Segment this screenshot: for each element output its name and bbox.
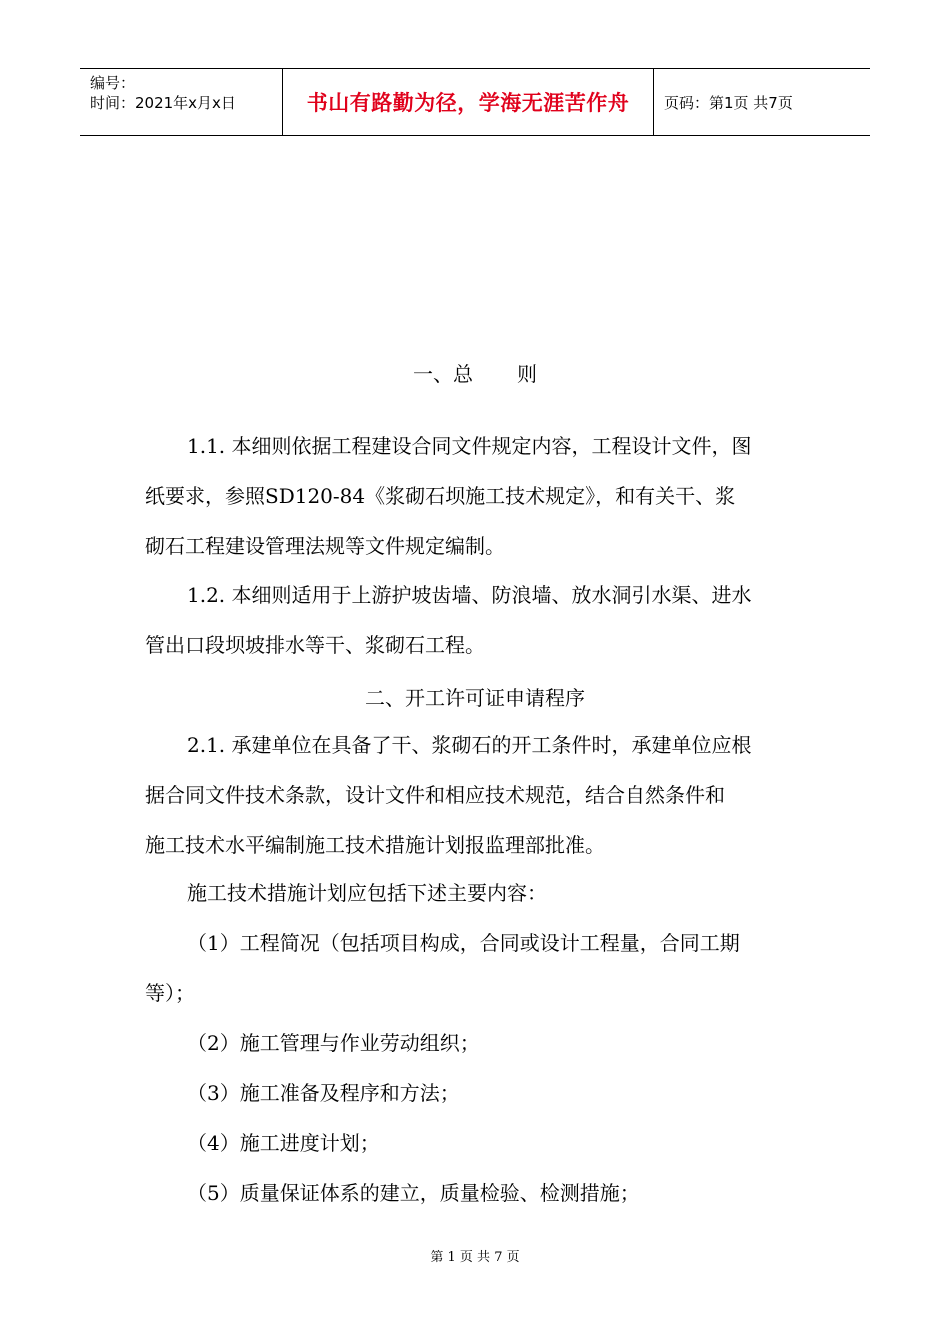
paragraph-plan-intro [145, 868, 807, 918]
paragraph-line: 1.2. 本细则适用于上游护坡齿墙、防浪墙、放水洞引水渠、进水 [187, 583, 752, 607]
section-2-title: 二、开工许可证申请程序 [365, 686, 585, 710]
plan-items-list [145, 918, 807, 1218]
list-item: 等）； [145, 981, 195, 1005]
document-date-label: 时间：2021年x月x日 [90, 94, 236, 112]
header-meta [80, 69, 282, 135]
document-number-label: 编号： [90, 74, 136, 92]
paragraph-1-2 [145, 570, 807, 670]
list-item: （5）质量保证体系的建立，质量检验、检测措施； [187, 1181, 640, 1205]
section-1-title [0, 358, 950, 387]
paragraph-line: 施工技术措施计划应包括下述主要内容： [187, 881, 547, 905]
page-footer: 第 1 页 共 7 页 [430, 1250, 520, 1265]
list-item: （4）施工进度计划； [187, 1131, 380, 1155]
list-item: （1）工程简况（包括项目构成，合同或设计工程量，合同工期 [187, 931, 740, 955]
paragraph-2-1 [145, 720, 807, 870]
paragraph-line: 据合同文件技术条款，设计文件和相应技术规范，结合自然条件和 [145, 783, 725, 807]
paragraph-line: 纸要求，参照SD120-84《浆砌石坝施工技术规定》，和有关干、浆 [145, 484, 736, 508]
list-item: （2）施工管理与作业劳动组织； [187, 1031, 480, 1055]
document-header [80, 68, 870, 136]
paragraph-line: 砌石工程建设管理法规等文件规定编制。 [145, 534, 505, 558]
paragraph-line: 管出口段坝坡排水等干、浆砌石工程。 [145, 633, 485, 657]
section-1-title-a: 一、总 [413, 362, 473, 386]
paragraph-line: 2.1. 承建单位在具备了干、浆砌石的开工条件时，承建单位应根 [187, 733, 752, 757]
paragraph-line: 1.1. 本细则依据工程建设合同文件规定内容，工程设计文件，图 [187, 434, 752, 458]
paragraph-line: 施工技术水平编制施工技术措施计划报监理部批准。 [145, 833, 605, 857]
list-item: （3）施工准备及程序和方法； [187, 1081, 460, 1105]
section-1-title-b: 则 [517, 362, 537, 386]
header-page-info: 页码：第1页 共7页 [664, 93, 793, 112]
paragraph-1-1 [145, 421, 807, 571]
header-motto: 书山有路勤为径，学海无涯苦作舟 [282, 69, 654, 135]
